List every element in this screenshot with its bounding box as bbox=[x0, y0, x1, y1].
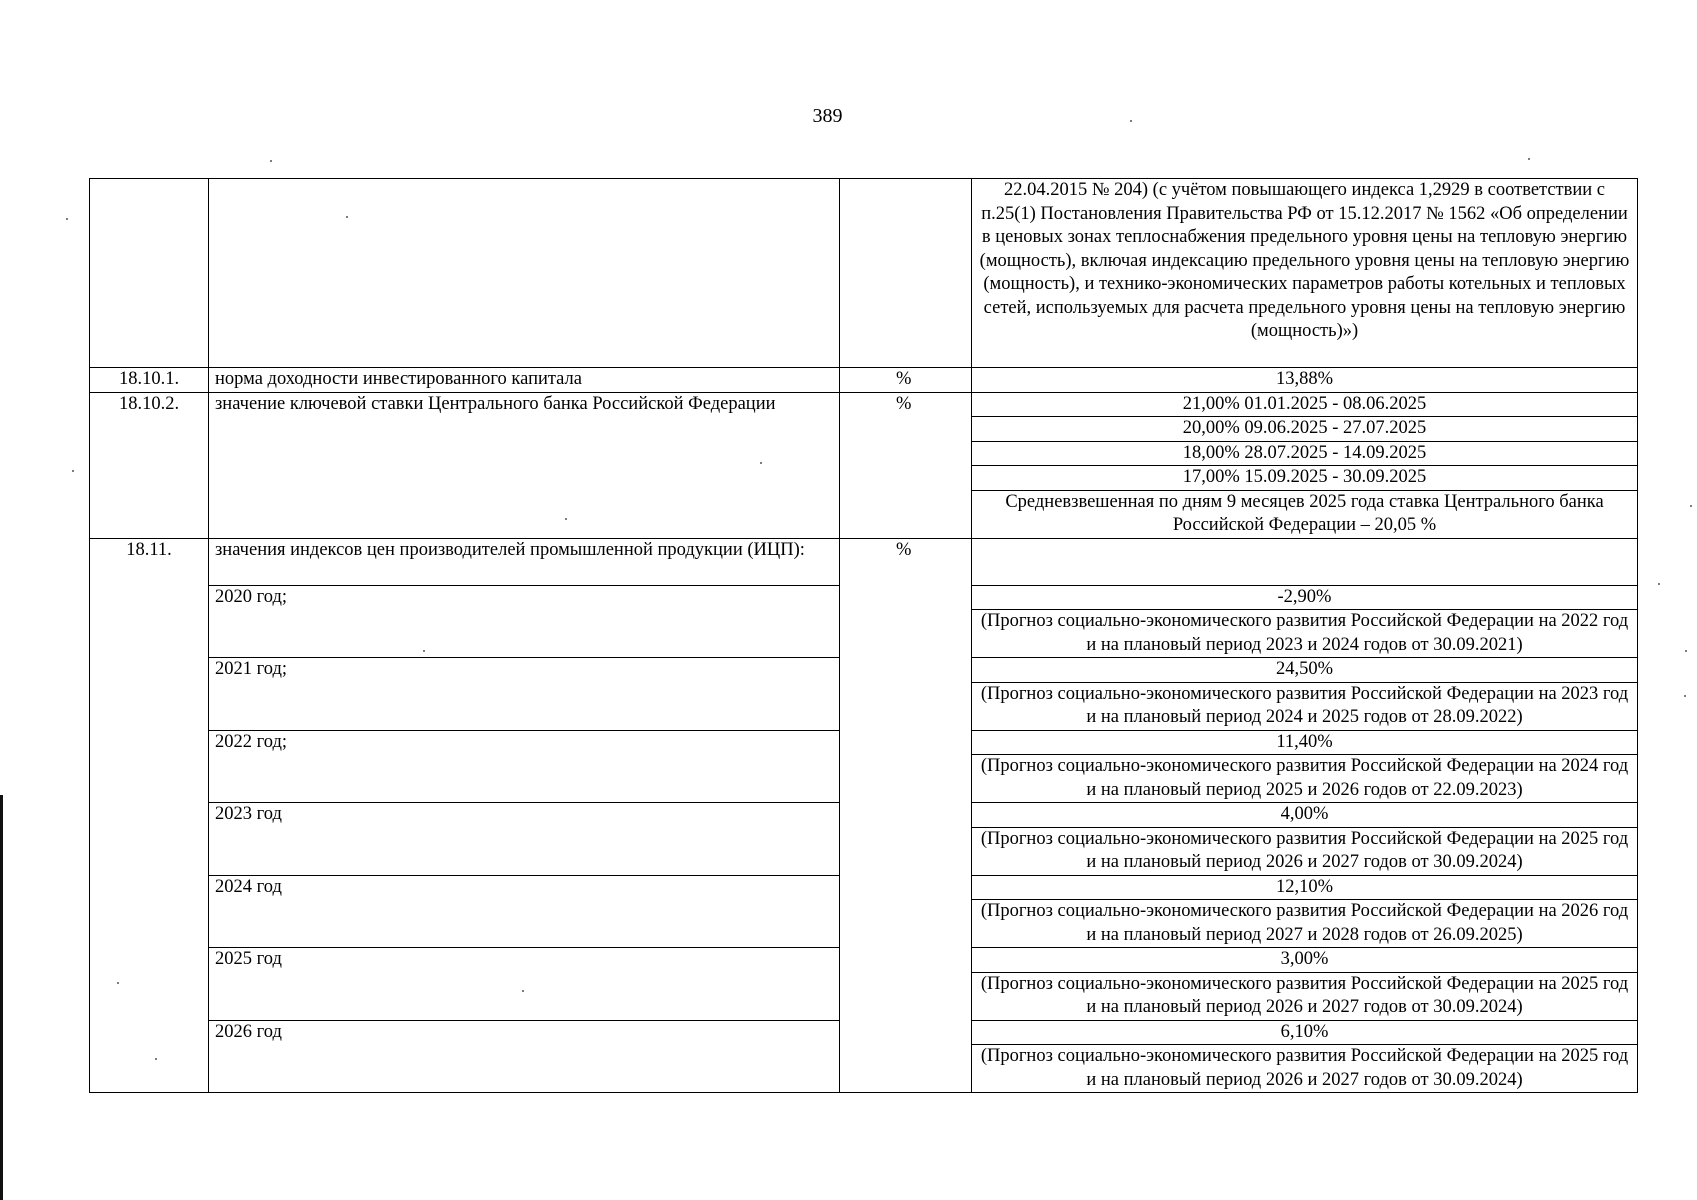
ppi-year-label: 2023 год bbox=[209, 803, 840, 876]
ppi-value: 3,00% bbox=[972, 948, 1638, 973]
scan-speck bbox=[522, 990, 524, 992]
scan-speck bbox=[565, 518, 567, 520]
row-name: норма доходности инвестированного капитала bbox=[209, 368, 840, 393]
ppi-year-label: 2020 год; bbox=[209, 585, 840, 658]
ppi-source: (Прогноз социально-экономического развития Российской Федерации на 2023 год и на плановый период 2024 и 2025 годов от 28.09.2022) bbox=[972, 682, 1638, 730]
page-number: 389 bbox=[812, 105, 843, 127]
row-name: значения индексов цен производителей промышленной продукции (ИЦП): bbox=[209, 538, 840, 585]
scan-speck bbox=[1685, 650, 1687, 652]
scan-speck bbox=[423, 650, 425, 652]
scan-speck bbox=[346, 216, 348, 218]
scan-speck bbox=[117, 982, 119, 984]
key-rate-period: 20,00% 09.06.2025 - 27.07.2025 bbox=[972, 417, 1638, 442]
table-row-18-11 bbox=[90, 538, 1638, 585]
row-value: 13,88% bbox=[972, 368, 1638, 393]
ppi-value: 12,10% bbox=[972, 875, 1638, 900]
ppi-value: -2,90% bbox=[972, 585, 1638, 610]
row-number: 18.10.2. bbox=[90, 392, 209, 538]
scan-speck bbox=[270, 160, 272, 162]
scan-speck bbox=[1690, 505, 1692, 507]
row-number: 18.11. bbox=[90, 538, 209, 1093]
scan-speck bbox=[760, 462, 762, 464]
scan-speck bbox=[1684, 695, 1686, 697]
ppi-source: (Прогноз социально-экономического развития Российской Федерации на 2025 год и на плановый период 2026 и 2027 годов от 30.09.2024) bbox=[972, 827, 1638, 875]
key-rate-average: Средневзвешенная по дням 9 месяцев 2025 года ставка Центрального банка Российской Федерации – 20,05 % bbox=[972, 490, 1638, 538]
ppi-source: (Прогноз социально-экономического развития Российской Федерации на 2025 год и на плановый период 2026 и 2027 годов от 30.09.2024) bbox=[972, 1045, 1638, 1093]
key-rate-period: 21,00% 01.01.2025 - 08.06.2025 bbox=[972, 392, 1638, 417]
ppi-year-label: 2025 год bbox=[209, 948, 840, 1021]
ppi-value: 6,10% bbox=[972, 1020, 1638, 1045]
table-row-continuation bbox=[90, 179, 1638, 368]
ppi-value: 24,50% bbox=[972, 658, 1638, 683]
ppi-source: (Прогноз социально-экономического развития Российской Федерации на 2026 год и на плановый период 2027 и 2028 годов от 26.09.2025) bbox=[972, 900, 1638, 948]
ppi-source: (Прогноз социально-экономического развития Российской Федерации на 2024 год и на плановый период 2025 и 2026 годов от 22.09.2023) bbox=[972, 755, 1638, 803]
scan-speck bbox=[155, 1058, 157, 1060]
ppi-value: 4,00% bbox=[972, 803, 1638, 828]
ppi-source: (Прогноз социально-экономического развития Российской Федерации на 2022 год и на плановый период 2023 и 2024 годов от 30.09.2021) bbox=[972, 610, 1638, 658]
ppi-year-label: 2026 год bbox=[209, 1020, 840, 1093]
key-rate-period: 18,00% 28.07.2025 - 14.09.2025 bbox=[972, 441, 1638, 466]
row-value-empty bbox=[972, 538, 1638, 585]
key-rate-period: 17,00% 15.09.2025 - 30.09.2025 bbox=[972, 466, 1638, 491]
scan-speck bbox=[72, 470, 74, 472]
ppi-year-label: 2022 год; bbox=[209, 730, 840, 803]
scan-speck bbox=[66, 218, 68, 220]
row-unit: % bbox=[840, 392, 972, 538]
scan-speck bbox=[1528, 158, 1530, 160]
row-name: значение ключевой ставки Центрального банка Российской Федерации bbox=[209, 392, 840, 538]
scan-edge-line bbox=[0, 795, 3, 1200]
name-cell bbox=[209, 179, 840, 368]
row-number: 18.10.1. bbox=[90, 368, 209, 393]
unit-cell bbox=[840, 179, 972, 368]
ppi-year-label: 2021 год; bbox=[209, 658, 840, 731]
number-cell bbox=[90, 179, 209, 368]
scan-speck bbox=[1658, 583, 1660, 585]
ppi-year-label: 2024 год bbox=[209, 875, 840, 948]
scan-speck bbox=[1130, 120, 1132, 122]
ppi-value: 11,40% bbox=[972, 730, 1638, 755]
table-row-18-10-1 bbox=[90, 368, 1638, 393]
intro-text: 22.04.2015 № 204) (с учётом повышающего индекса 1,2929 в соответствии с п.25(1) Постановления Правительства РФ от 15.12.2017 № 1562 «Об определении в ценовых зонах теплоснабжения предельного уровня цены на тепловую энергию (мощность), включая индексацию предельного уровня цены на тепловую энергию (мощность), и технико-экономических параметров работы котельных и тепловых сетей, используемых для расчета предельного уровня цены на тепловую энергию (мощность)») bbox=[972, 179, 1638, 368]
row-unit: % bbox=[840, 368, 972, 393]
table-row-18-10-2 bbox=[90, 392, 1638, 417]
ppi-source: (Прогноз социально-экономического развития Российской Федерации на 2025 год и на плановый период 2026 и 2027 годов от 30.09.2024) bbox=[972, 972, 1638, 1020]
tariff-parameters-table bbox=[89, 178, 1638, 1093]
row-unit: % bbox=[840, 538, 972, 1093]
